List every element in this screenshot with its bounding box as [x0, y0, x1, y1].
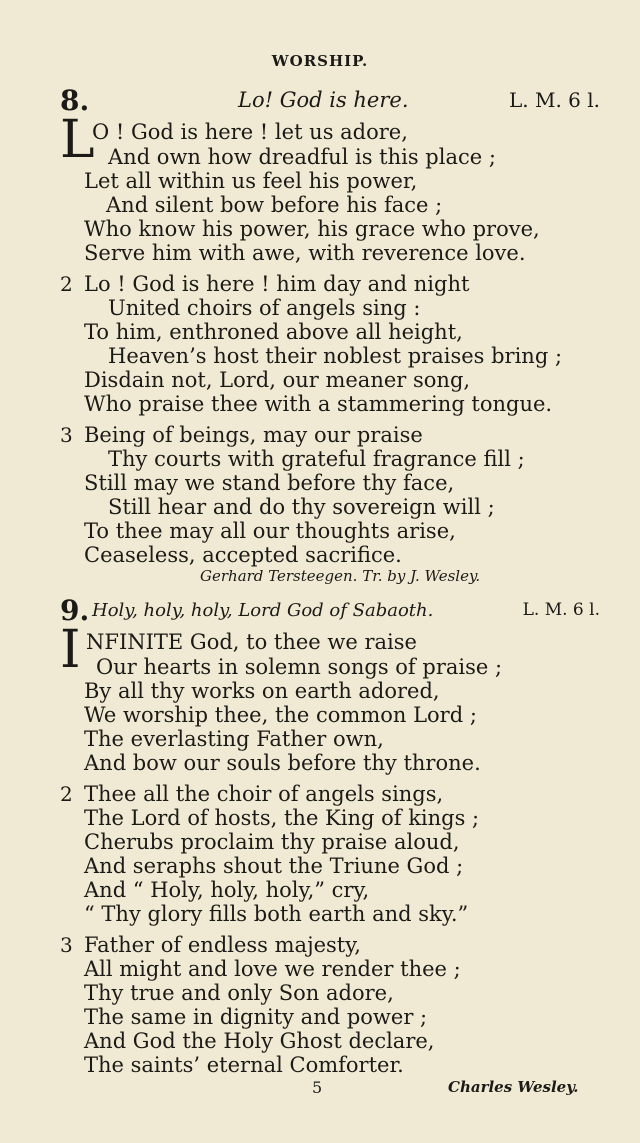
hymn-8-heading — [60, 84, 600, 118]
drop-cap: L — [60, 110, 95, 170]
hymn-line: By all thy works on earth adored, — [84, 679, 440, 703]
hymn-line: Ceaseless, accepted sacrifice. — [84, 543, 402, 567]
hymn-number: 8. — [60, 84, 90, 117]
verse-number: 3 — [60, 423, 73, 447]
hymn-line: The Lord of hosts, the King of kings ; — [84, 806, 480, 830]
hymn-attribution: Charles Wesley. — [448, 1078, 579, 1096]
hymn-line: Disdain not, Lord, our meaner song, — [84, 368, 471, 392]
page-number: 5 — [312, 1078, 323, 1097]
hymn-line: Thy true and only Son adore, — [84, 981, 394, 1005]
hymn-line: Still hear and do thy sovereign will ; — [108, 495, 495, 519]
hymn-line: Who know his power, his grace who prove, — [84, 217, 540, 241]
hymn-line: Still may we stand before thy face, — [84, 471, 455, 495]
hymn-line: And silent bow before his face ; — [106, 193, 443, 217]
hymn-line: NFINITE God, to thee we raise — [86, 630, 417, 654]
verse-number: 3 — [60, 933, 73, 957]
hymn-line: “ Thy glory fills both earth and sky.” — [84, 902, 469, 926]
hymn-line: To him, enthroned above all height, — [84, 320, 463, 344]
hymn-line: Cherubs proclaim thy praise aloud, — [84, 830, 460, 854]
hymn-line: To thee may all our thoughts arise, — [84, 519, 456, 543]
hymn-line: Thee all the choir of angels sings, — [84, 782, 444, 806]
hymn-line: Thy courts with grateful fragrance fill ; — [108, 447, 525, 471]
hymn-line: The everlasting Father own, — [84, 727, 384, 751]
hymn-number: 9. — [60, 594, 90, 627]
hymn-line: We worship thee, the common Lord ; — [84, 703, 477, 727]
hymn-title: Lo! God is here. — [238, 88, 409, 112]
hymn-line: And God the Holy Ghost declare, — [84, 1029, 435, 1053]
hymn-line: The same in dignity and power ; — [84, 1005, 428, 1029]
hymn-line: Who praise thee with a stammering tongue. — [84, 392, 553, 416]
hymn-line: United choirs of angels sing : — [108, 296, 421, 320]
verse-number: 2 — [60, 782, 73, 806]
hymn-line: And seraphs shout the Triune God ; — [84, 854, 464, 878]
hymn-line: Serve him with awe, with reverence love. — [84, 241, 526, 265]
drop-cap: I — [60, 620, 81, 680]
hymn-line: Heaven’s host their noblest praises bring ; — [108, 344, 563, 368]
verse-number: 2 — [60, 272, 73, 296]
hymn-meter: L. M. 6 l. — [508, 88, 600, 112]
hymn-line: Our hearts in solemn songs of praise ; — [96, 655, 503, 679]
hymn-line: And bow our souls before thy throne. — [84, 751, 481, 775]
hymn-line: And “ Holy, holy, holy,” cry, — [84, 878, 370, 902]
hymn-line: All might and love we render thee ; — [84, 957, 461, 981]
page-header: WORSHIP. — [271, 52, 369, 70]
hymn-attribution: Gerhard Tersteegen. Tr. by J. Wesley. — [200, 567, 481, 585]
hymn-line: Father of endless majesty, — [84, 933, 361, 957]
hymn-9-heading — [60, 594, 600, 628]
hymn-line: Being of beings, may our praise — [84, 423, 423, 447]
hymn-line: And own how dreadful is this place ; — [108, 145, 496, 169]
hymn-line: Let all within us feel his power, — [84, 169, 418, 193]
hymn-title: Holy, holy, holy, Lord God of Sabaoth. — [92, 600, 434, 621]
hymn-meter: L. M. 6 l. — [522, 600, 600, 620]
hymn-line: Lo ! God is here ! him day and night — [84, 272, 470, 296]
hymn-line: The saints’ eternal Comforter. — [84, 1053, 404, 1077]
hymn-line: O ! God is here ! let us adore, — [92, 120, 408, 144]
